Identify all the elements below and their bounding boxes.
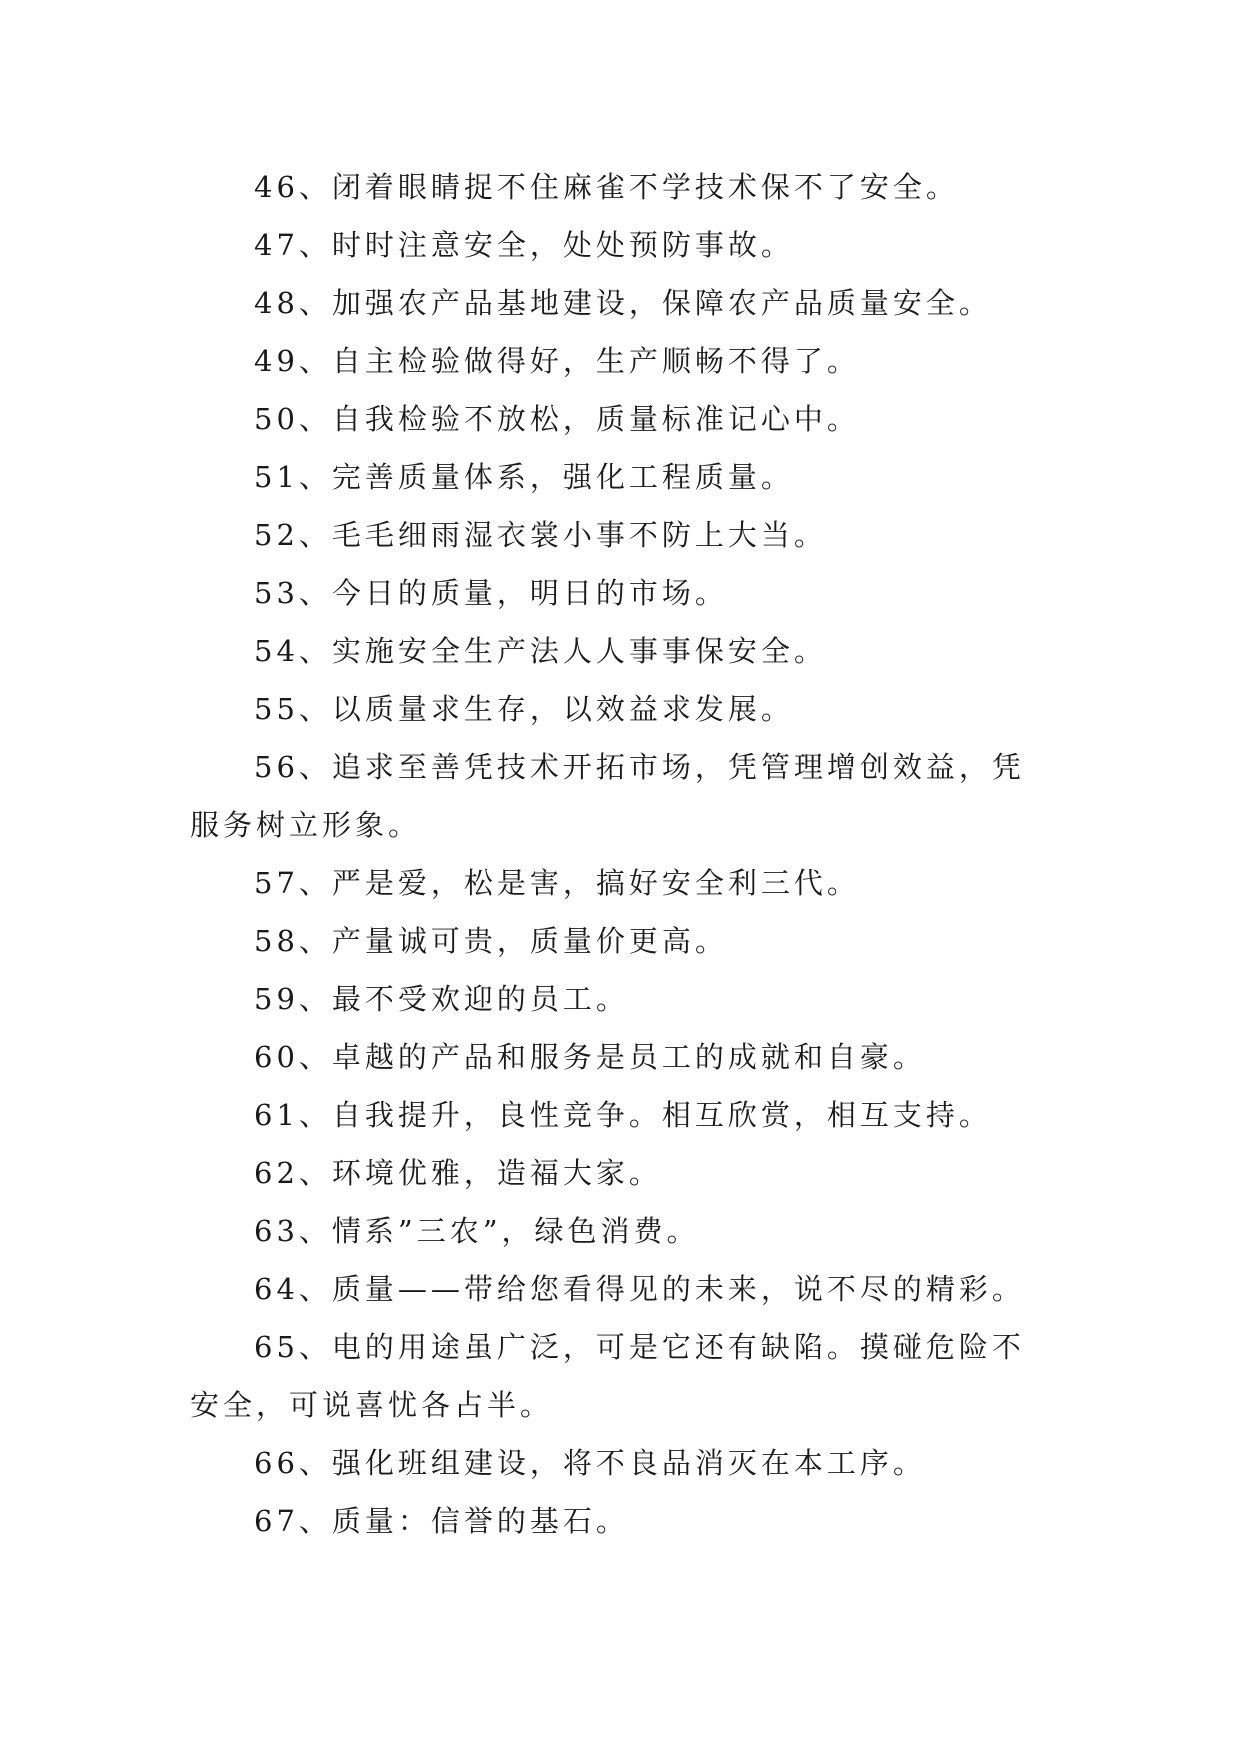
slogan-item-46: 46、闭着眼睛捉不住麻雀不学技术保不了安全。 — [254, 170, 959, 204]
slogan-item-53: 53、今日的质量，明日的市场。 — [254, 576, 728, 610]
slogan-item-51: 51、完善质量体系，强化工程质量。 — [254, 460, 794, 494]
slogan-item-47: 47、时时注意安全，处处预防事故。 — [254, 228, 794, 262]
slogan-item-66: 66、强化班组建设，将不良品消灭在本工序。 — [254, 1446, 926, 1480]
slogan-item-56: 56、追求至善凭技术开拓市场，凭管理增创效益，凭服务树立形象。 — [190, 750, 1025, 842]
slogan-item-58: 58、产量诚可贵，质量价更高。 — [254, 924, 728, 958]
slogan-item-64: 64、质量——带给您看得见的未来，说不尽的精彩。 — [254, 1272, 1025, 1306]
slogan-item-59: 59、最不受欢迎的员工。 — [254, 982, 629, 1016]
document-body — [190, 158, 1050, 1550]
slogan-item-65: 65、电的用途虽广泛，可是它还有缺陷。摸碰危险不安全，可说喜忧各占半。 — [190, 1330, 1025, 1422]
slogan-item-49: 49、自主检验做得好，生产顺畅不得了。 — [254, 344, 860, 378]
slogan-item-48: 48、加强农产品基地建设，保障农产品质量安全。 — [254, 286, 992, 320]
slogan-item-54: 54、实施安全生产法人人事事保安全。 — [254, 634, 827, 668]
slogan-item-67: 67、质量：信誉的基石。 — [254, 1504, 629, 1538]
slogan-item-57: 57、严是爱，松是害，搞好安全利三代。 — [254, 866, 860, 900]
slogan-item-61: 61、自我提升，良性竞争。相互欣赏，相互支持。 — [254, 1098, 992, 1132]
slogan-item-62: 62、环境优雅，造福大家。 — [254, 1156, 662, 1190]
slogan-item-55: 55、以质量求生存，以效益求发展。 — [254, 692, 794, 726]
slogan-item-52: 52、毛毛细雨湿衣裳小事不防上大当。 — [254, 518, 827, 552]
slogan-item-50: 50、自我检验不放松，质量标准记心中。 — [254, 402, 860, 436]
slogan-item-60: 60、卓越的产品和服务是员工的成就和自豪。 — [254, 1040, 926, 1074]
slogan-item-63: 63、情系”三农”，绿色消费。 — [254, 1214, 700, 1248]
